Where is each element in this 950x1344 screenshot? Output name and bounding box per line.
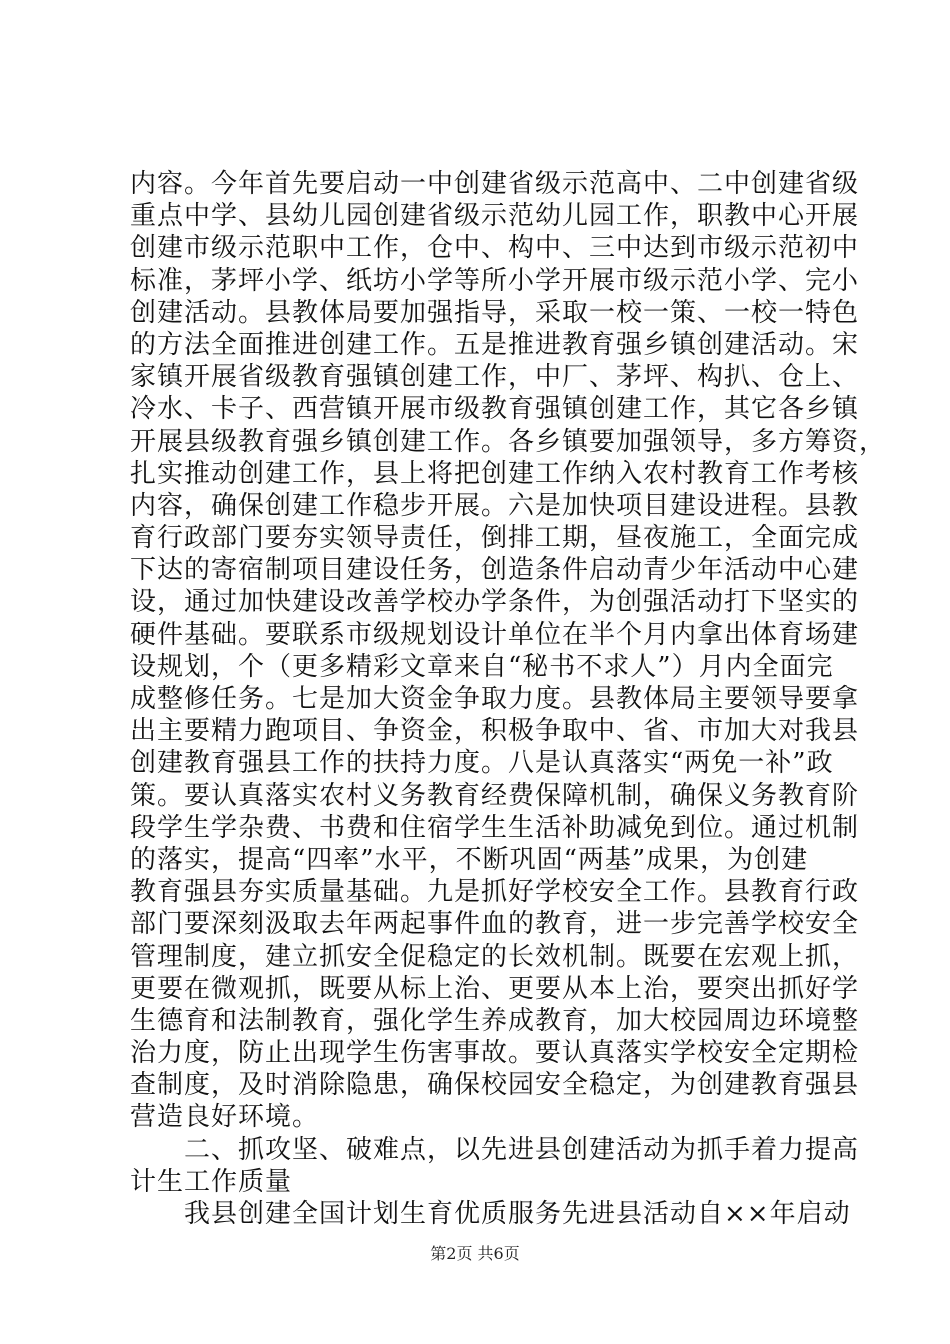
heading-line: 计生工作质量 [130,1166,293,1197]
text-line: 冷水、卡子、西营镇开展市级教育强镇创建工作，其它各乡镇 [130,394,860,425]
text-line: 部门要深刻汲取去年两起事件血的教育，进一步完善学校安全 [130,909,860,940]
section-heading [130,1134,860,1198]
text-line: 内容，确保创建工作稳步开展。六是加快项目建设进程。县教 [130,490,860,521]
text-line: 策。要认真落实农村义务教育经费保障机制，确保义务教育阶 [130,780,860,811]
text-line: 治力度，防止出现学生伤害事故。要认真落实学校安全定期检 [130,1038,860,1069]
paragraph-family-planning [130,1198,851,1230]
text-line: 教育强县夯实质量基础。九是抓好学校安全工作。县教育行政 [130,877,860,908]
text-line: 我县创建全国计划生育优质服务先进县活动自××年启动 [184,1199,851,1229]
page-number-footer: 第2页 共6页 [430,1244,520,1263]
text-line: 出主要精力跑项目、争资金，积极争取中、省、市加大对我县 [130,716,860,747]
text-line: 创建教育强县工作的扶持力度。八是认真落实“两免一补”政 [130,748,834,779]
text-line: 创建活动。县教体局要加强指导，采取一校一策、一校一特色 [130,297,860,328]
text-line: 育行政部门要夯实领导责任，倒排工期，昼夜施工，全面完成 [130,523,860,554]
text-line: 营造良好环境。 [130,1102,320,1133]
text-line: 扎实推动创建工作，县上将把创建工作纳入农村教育工作考核 [130,458,860,489]
text-line: 设，通过加快建设改善学校办学条件，为创强活动打下坚实的 [130,587,860,618]
text-line: 查制度，及时消除隐患，确保校园安全稳定，为创建教育强县 [130,1070,860,1101]
text-line: 更要在微观抓，既要从标上治、更要从本上治，要突出抓好学 [130,973,860,1004]
text-line: 的方法全面推进创建工作。五是推进教育强乡镇创建活动。宋 [130,329,860,360]
text-line: 设规划，个（更多精彩文章来自“秘书不求人”）月内全面完 [130,651,834,682]
text-line: 管理制度，建立抓安全促稳定的长效机制。既要在宏观上抓， [130,941,860,972]
paragraph-education [130,168,887,1134]
text-line: 的落实，提高“四率”水平，不断巩固“两基”成果，为创建 [130,844,809,875]
text-line: 硬件基础。要联系市级规划设计单位在半个月内拿出体育场建 [130,619,860,650]
text-line: 重点中学、县幼儿园创建省级示范幼儿园工作，职教中心开展 [130,201,860,232]
document-body [130,168,887,1230]
text-line: 家镇开展省级教育强镇创建工作，中厂、茅坪、构扒、仓上、 [130,362,860,393]
text-line: 创建市级示范职中工作，仓中、构中、三中达到市级示范初中 [130,233,860,264]
text-line: 标准，茅坪小学、纸坊小学等所小学开展市级示范小学、完小 [130,265,860,296]
heading-line: 二、抓攻坚、破难点，以先进县创建活动为抓手着力提高 [184,1134,860,1165]
text-line: 段学生学杂费、书费和住宿学生生活补助减免到位。通过机制 [130,812,860,843]
text-line: 生德育和法制教育，强化学生养成教育，加大校园周边环境整 [130,1005,860,1036]
text-line: 成整修任务。七是加大资金争取力度。县教体局主要领导要拿 [130,684,860,714]
text-line: 开展县级教育强乡镇创建工作。各乡镇要加强领导，多方筹资， [130,426,887,457]
text-line: 内容。今年首先要启动一中创建省级示范高中、二中创建省级 [130,169,860,199]
text-line: 下达的寄宿制项目建设任务，创造条件启动青少年活动中心建 [130,555,860,586]
